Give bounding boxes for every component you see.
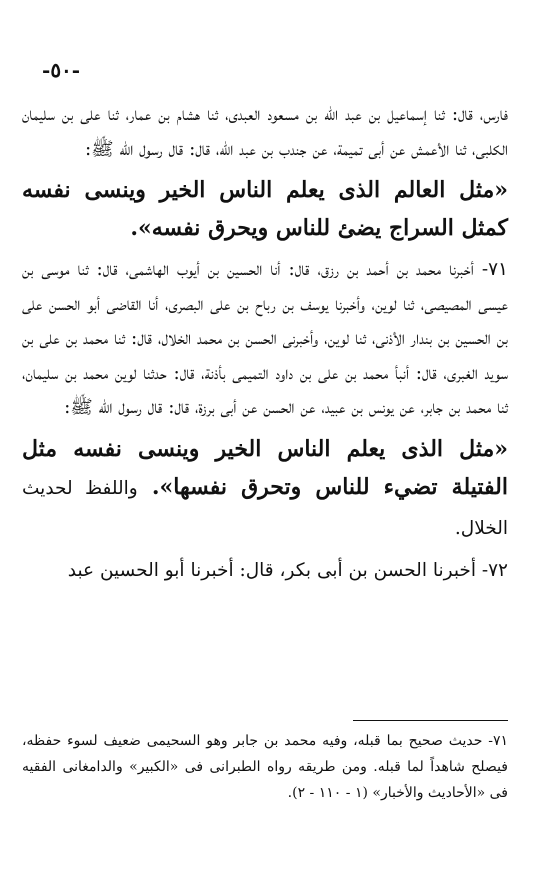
- footnotes: [22, 728, 508, 806]
- paragraph-isnad-72: ٧٢- أخبرنا الحسن بن أبى بكر، قال: أخبرنا أبو الحسين عبد: [67, 559, 508, 581]
- paragraph-isnad-70: فارس، قال: ثنا إسماعيل بن عبد الله بن مسعود العبدى، ثنا هشام بن عمار، ثنا على بن سليمان الكلبى، ثنا الأعمش عن أبى تميمة، عن جندب بن عبد الله، قال: قال رسول الله ﷺ:: [22, 104, 508, 160]
- footnote-divider: [353, 720, 508, 721]
- wording-note: واللفظ لحديث الخلال.: [22, 477, 508, 539]
- hadith-text-71-matn: «مثل الذى يعلم الناس الخير وينسى نفسه مثل الفتيلة تضيء للناس وتحرق نفسها».: [22, 435, 508, 500]
- hadith-text-71: [22, 430, 508, 548]
- footnote-71: ٧١- حديث صحيح بما قبله، وفيه محمد بن جابر وهو السحيمى ضعيف لسوء حفظه، فيصلح شاهداً لما قبله. ومن طريقه رواه الطبرانى فى «الكبير» والدامغانى الفقيه فى «الأحاديث والأخبار» (١ - ١١٠ - ٢).: [22, 733, 508, 801]
- paragraph-isnad-71: ٧١- أخبرنا محمد بن أحمد بن رزق، قال: أنا الحسين بن أيوب الهاشمى، قال: ثنا موسى بن عيسى المصيصى، ثنا لوين، وأخبرنا يوسف بن رباح بن على البصرى، أنا القاضى أبو الحسن على بن الحسين بن بندار الأذنى، ثنا لوين، وأخبرنى الحسن بن محمد الخلال، قال: ثنا محمد بن على بن سويد الغبرى، قال: أنبأ محمد بن على بن داود التميمى بأذنة، قال: حدثنا لوين محمد بن سليمان، ثنا محمد بن جابر، عن يونس بن عبيد، عن الحسن عن أبى برزة، قال: قال رسول الله ﷺ:: [22, 259, 508, 418]
- hadith-text-70: «مثل العالم الذى يعلم الناس الخير وينسى نفسه كمثل السراج يضئ للناس ويحرق نفسه».: [22, 177, 508, 241]
- page-number: -٥٠-: [42, 58, 81, 82]
